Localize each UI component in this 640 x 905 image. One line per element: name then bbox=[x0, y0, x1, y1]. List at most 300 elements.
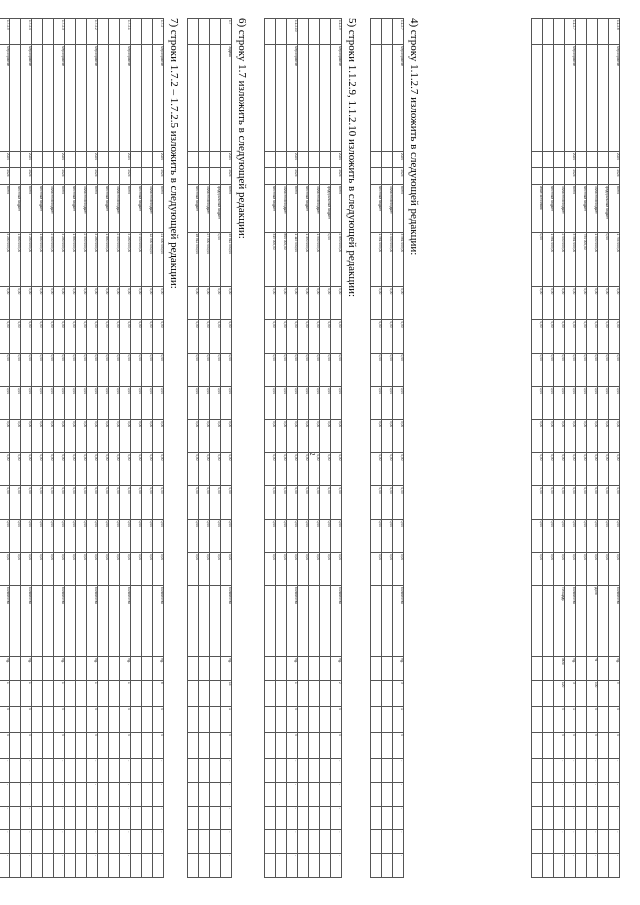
table-cell bbox=[131, 707, 142, 733]
table-cell: Количество bbox=[609, 586, 620, 657]
table-cell: 1 bbox=[287, 680, 298, 706]
table-cell bbox=[382, 707, 393, 733]
table-cell: 0,00 bbox=[331, 287, 342, 320]
table-cell bbox=[598, 830, 609, 854]
table-row bbox=[309, 19, 320, 878]
table-cell: 0,00 bbox=[331, 386, 342, 419]
table-cell: 0,00 bbox=[276, 353, 287, 386]
table-cell: 0,00 bbox=[76, 419, 87, 452]
table-cell: 0,00 bbox=[65, 552, 76, 585]
table-cell: 2024 bbox=[87, 168, 98, 185]
table-cell: 0,00 bbox=[109, 386, 120, 419]
table-cell: местный бюджет bbox=[32, 185, 43, 232]
table-cell: 4 280 000,00 bbox=[54, 232, 65, 287]
table-cell: 0,00 bbox=[565, 486, 576, 519]
table-cell bbox=[598, 45, 609, 152]
table-cell: - bbox=[587, 759, 598, 783]
table-cell bbox=[32, 782, 43, 806]
table-cell: - bbox=[120, 830, 131, 854]
table-cell: - bbox=[0, 759, 10, 783]
table-cell: 0,00 bbox=[543, 486, 554, 519]
table-cell: 0,00 bbox=[587, 453, 598, 486]
table-cell bbox=[32, 680, 43, 706]
table-cell: 0,00 bbox=[532, 453, 543, 486]
table-cell: 0,00 bbox=[210, 320, 221, 353]
table-cell bbox=[598, 707, 609, 733]
table-cell: 0,00 bbox=[65, 353, 76, 386]
table-cell: - bbox=[587, 782, 598, 806]
table-cell: 0,00 bbox=[382, 552, 393, 585]
table-row bbox=[109, 19, 120, 878]
table-cell: - bbox=[221, 806, 232, 830]
table-cell: 0,00 bbox=[382, 486, 393, 519]
table-cell: 0,00 bbox=[587, 287, 598, 320]
table-cell: - bbox=[393, 854, 404, 878]
table-cell bbox=[10, 733, 21, 759]
table-cell: 0,00 bbox=[87, 353, 98, 386]
table-cell bbox=[199, 854, 210, 878]
table-cell: 0,00 bbox=[287, 353, 298, 386]
table-cell: 0,00 bbox=[382, 320, 393, 353]
table-cell: областной бюджет bbox=[382, 185, 393, 232]
table-item-6 bbox=[187, 18, 232, 878]
table-cell bbox=[320, 657, 331, 681]
table-cell: 0,00 bbox=[10, 320, 21, 353]
table-cell bbox=[32, 657, 43, 681]
table-cell: - bbox=[331, 830, 342, 854]
table-cell: - bbox=[287, 806, 298, 830]
table-cell: 1 390 000,00 bbox=[298, 232, 309, 287]
table-cell: 0,00 bbox=[131, 353, 142, 386]
table-cell bbox=[598, 657, 609, 681]
table-cell: 1.1.2.9 bbox=[331, 19, 342, 45]
table-cell bbox=[65, 733, 76, 759]
table-cell: 0,00 bbox=[10, 519, 21, 552]
table-cell bbox=[382, 45, 393, 152]
table-cell: Доля bbox=[587, 586, 598, 657]
table-cell: 0,00 bbox=[609, 552, 620, 585]
table-cell: 0 bbox=[21, 707, 32, 733]
table-cell: 0,00 bbox=[393, 386, 404, 419]
table-cell: 0,00 bbox=[43, 552, 54, 585]
table-cell bbox=[32, 45, 43, 152]
table-cell: 0,00 bbox=[276, 486, 287, 519]
table-cell: 0,00 bbox=[598, 519, 609, 552]
table-cell: 0,00 bbox=[221, 320, 232, 353]
table-cell bbox=[210, 733, 221, 759]
table-cell: 0,00 bbox=[276, 453, 287, 486]
table-cell: 0,00 bbox=[598, 320, 609, 353]
table-cell bbox=[76, 657, 87, 681]
table-cell bbox=[65, 657, 76, 681]
table-cell: - bbox=[0, 782, 10, 806]
table-cell: 2024 bbox=[153, 168, 164, 185]
table-cell bbox=[265, 680, 276, 706]
table-cell bbox=[309, 759, 320, 783]
table-cell bbox=[32, 806, 43, 830]
table-cell: 754 000,00 bbox=[576, 232, 587, 287]
table-cell bbox=[142, 680, 153, 706]
table-cell bbox=[32, 151, 43, 168]
table-cell bbox=[188, 759, 199, 783]
table-cell: 9 400 000,00 bbox=[131, 232, 142, 287]
table-cell bbox=[199, 759, 210, 783]
table-cell bbox=[43, 830, 54, 854]
table-cell bbox=[320, 830, 331, 854]
table-cell: 0,00 bbox=[298, 320, 309, 353]
table-cell bbox=[543, 586, 554, 657]
table-cell bbox=[576, 830, 587, 854]
table-cell bbox=[265, 19, 276, 45]
table-cell: 21 400 000,00 bbox=[153, 232, 164, 287]
table-cell: 0,00 bbox=[598, 287, 609, 320]
table-cell: областной бюджет bbox=[76, 185, 87, 232]
table-cell: 0,00 bbox=[576, 287, 587, 320]
table-cell bbox=[65, 806, 76, 830]
table-cell bbox=[309, 707, 320, 733]
table-cell: иные источники bbox=[532, 185, 543, 232]
table-cell: 0,00 bbox=[265, 453, 276, 486]
table-cell: 0,00 bbox=[199, 486, 210, 519]
table-cell: 0,00 bbox=[587, 320, 598, 353]
table-cell: 0,00 bbox=[87, 419, 98, 452]
table-cell: 0,00 bbox=[21, 353, 32, 386]
table-cell bbox=[109, 733, 120, 759]
table-cell bbox=[199, 782, 210, 806]
table-cell: 0,00 bbox=[109, 353, 120, 386]
table-cell: ед. bbox=[565, 657, 576, 681]
table-cell: 1.7.2.3 bbox=[54, 19, 65, 45]
table-cell: - bbox=[609, 782, 620, 806]
table-cell: Задача bbox=[221, 45, 232, 152]
table-cell: местный бюджет bbox=[298, 185, 309, 232]
table-cell bbox=[131, 830, 142, 854]
table-cell bbox=[10, 782, 21, 806]
table-cell bbox=[65, 707, 76, 733]
table-cell bbox=[199, 151, 210, 168]
table-cell bbox=[210, 782, 221, 806]
table-cell: 0,00 bbox=[371, 287, 382, 320]
table-cell: 2024 bbox=[221, 168, 232, 185]
table-cell: 0,00 bbox=[10, 552, 21, 585]
table-cell: - bbox=[331, 854, 342, 878]
table-cell: местный бюджет bbox=[265, 185, 276, 232]
table-cell: 0,00 bbox=[565, 386, 576, 419]
table-cell: 0,00 bbox=[320, 453, 331, 486]
table-cell bbox=[320, 759, 331, 783]
table-cell bbox=[371, 707, 382, 733]
table-cell: 0,00 bbox=[309, 287, 320, 320]
table-cell: 0,00 bbox=[532, 353, 543, 386]
table-cell: 0,00 bbox=[199, 386, 210, 419]
table-cell: 0,00 bbox=[598, 552, 609, 585]
table-cell: 0,00 bbox=[153, 320, 164, 353]
table-cell: 0,00 bbox=[393, 320, 404, 353]
table-cell: 0,00 bbox=[142, 287, 153, 320]
table-cell: Мероприятие bbox=[331, 45, 342, 152]
table-cell: 0,00 bbox=[609, 386, 620, 419]
table-cell: 0,00 bbox=[276, 519, 287, 552]
table-cell: 0,00 bbox=[265, 353, 276, 386]
table-cell bbox=[554, 151, 565, 168]
table-cell: 0,00 bbox=[298, 486, 309, 519]
table-cell: 0,00 bbox=[142, 552, 153, 585]
table-cell: ед. bbox=[393, 657, 404, 681]
table-cell: 0,00 bbox=[554, 419, 565, 452]
table-cell bbox=[576, 806, 587, 830]
table-cell bbox=[576, 586, 587, 657]
table-cell: 0,00 bbox=[320, 486, 331, 519]
table-cell: 0,00 bbox=[32, 552, 43, 585]
table-cell bbox=[265, 45, 276, 152]
table-cell: 0,00 bbox=[393, 419, 404, 452]
table-cell bbox=[298, 19, 309, 45]
table-cell bbox=[10, 707, 21, 733]
table-row bbox=[76, 19, 87, 878]
table-cell: всего bbox=[393, 185, 404, 232]
table-cell: 0,00 bbox=[131, 419, 142, 452]
table-cell bbox=[532, 782, 543, 806]
table-cell: 1.7.2.4 bbox=[21, 19, 32, 45]
table-cell: 0,00 bbox=[298, 353, 309, 386]
table-cell bbox=[298, 657, 309, 681]
table-cell bbox=[265, 782, 276, 806]
table-cell: ед. bbox=[609, 657, 620, 681]
table-cell: 0,00 bbox=[32, 353, 43, 386]
table-cell: - bbox=[221, 854, 232, 878]
table-cell bbox=[298, 586, 309, 657]
table-cell bbox=[276, 680, 287, 706]
table-cell: 0,00 bbox=[609, 287, 620, 320]
table-cell: - bbox=[554, 854, 565, 878]
table-cell bbox=[199, 45, 210, 152]
table-cell bbox=[320, 586, 331, 657]
table-cell: 0,00 bbox=[543, 519, 554, 552]
table-cell: 0,00 bbox=[98, 453, 109, 486]
table-cell bbox=[371, 733, 382, 759]
table-cell: кв.м bbox=[554, 657, 565, 681]
table-cell: 0,00 bbox=[331, 552, 342, 585]
table-cell: ед. bbox=[54, 657, 65, 681]
table-cell: 2024 bbox=[609, 168, 620, 185]
table-cell: 0,00 bbox=[21, 552, 32, 585]
table-cell bbox=[188, 707, 199, 733]
table-cell bbox=[109, 45, 120, 152]
table-cell bbox=[543, 733, 554, 759]
table-cell bbox=[309, 657, 320, 681]
table-cell: 0,00 bbox=[276, 419, 287, 452]
table-cell bbox=[76, 586, 87, 657]
table-cell: 0,00 bbox=[382, 453, 393, 486]
table-cell: 0,00 bbox=[331, 519, 342, 552]
table-cell: 1 bbox=[87, 680, 98, 706]
table-cell: 0,00 bbox=[76, 386, 87, 419]
table-cell: 0,00 bbox=[393, 353, 404, 386]
table-cell bbox=[65, 151, 76, 168]
table-cell: местный бюджет bbox=[131, 185, 142, 232]
table-row bbox=[131, 19, 142, 878]
table-row bbox=[276, 19, 287, 878]
table-row bbox=[43, 19, 54, 878]
table-row bbox=[21, 19, 32, 878]
table-cell: 0,00 bbox=[142, 453, 153, 486]
table-cell: 1 bbox=[21, 680, 32, 706]
table-row bbox=[287, 19, 298, 878]
table-cell: - bbox=[609, 854, 620, 878]
table-cell: 0,00 bbox=[371, 453, 382, 486]
table-cell bbox=[576, 759, 587, 783]
table-cell bbox=[98, 657, 109, 681]
table-cell bbox=[532, 151, 543, 168]
table-cell: - bbox=[0, 806, 10, 830]
table-cell: 0,00 bbox=[309, 320, 320, 353]
table-cell bbox=[142, 45, 153, 152]
table-cell: 0,00 bbox=[371, 519, 382, 552]
table-cell: 0,00 bbox=[131, 287, 142, 320]
table-cell: 0,00 bbox=[76, 519, 87, 552]
table-cell: 0,00 bbox=[98, 519, 109, 552]
table-cell: 0,00 bbox=[120, 453, 131, 486]
table-cell: 2020 bbox=[0, 151, 10, 168]
table-cell: 0,00 bbox=[188, 552, 199, 585]
table-cell bbox=[43, 806, 54, 830]
table-cell bbox=[131, 586, 142, 657]
table-row bbox=[298, 19, 309, 878]
table-cell: всего bbox=[0, 185, 10, 232]
table-cell: 0,00 bbox=[265, 287, 276, 320]
table-cell: 0,00 bbox=[131, 486, 142, 519]
table-cell bbox=[598, 854, 609, 878]
table-cell: 1.7.2.5 bbox=[0, 19, 10, 45]
table-cell: Мероприятие bbox=[287, 45, 298, 152]
table-cell: 0,00 bbox=[565, 353, 576, 386]
table-cell: 0,00 bbox=[109, 320, 120, 353]
table-cell bbox=[43, 657, 54, 681]
table-cell bbox=[10, 680, 21, 706]
table-cell: 0,00 bbox=[382, 386, 393, 419]
table-cell bbox=[109, 782, 120, 806]
table-cell: федеральный бюджет bbox=[598, 185, 609, 232]
table-cell: 0,00 bbox=[131, 519, 142, 552]
table-cell: 0,00 bbox=[87, 486, 98, 519]
table-cell: 1 561 000,00 bbox=[543, 232, 554, 287]
table-cell: 0 bbox=[54, 733, 65, 759]
table-cell bbox=[188, 733, 199, 759]
table-cell: 0,00 bbox=[98, 287, 109, 320]
table-cell: 0,00 bbox=[587, 386, 598, 419]
table-cell bbox=[32, 19, 43, 45]
table-cell bbox=[371, 680, 382, 706]
table-cell: 0,00 bbox=[120, 486, 131, 519]
table-cell: 0,00 bbox=[265, 419, 276, 452]
table-cell: 0,00 bbox=[320, 320, 331, 353]
table-cell: - bbox=[331, 806, 342, 830]
table-cell: 0 bbox=[565, 733, 576, 759]
table-cell bbox=[142, 19, 153, 45]
table-cell bbox=[276, 19, 287, 45]
table-cell: - bbox=[153, 806, 164, 830]
table-cell: 12 000 000,00 bbox=[142, 232, 153, 287]
table-cell bbox=[309, 854, 320, 878]
table-cell: 1.1.2.10 bbox=[287, 19, 298, 45]
table-cell: 0,00 bbox=[210, 486, 221, 519]
table-cell: 0,00 bbox=[65, 453, 76, 486]
table-cell bbox=[309, 151, 320, 168]
table-cell: местный бюджет bbox=[371, 185, 382, 232]
table-cell: - bbox=[393, 830, 404, 854]
table-cell bbox=[98, 586, 109, 657]
table-cell bbox=[265, 806, 276, 830]
table-cell: всего bbox=[565, 185, 576, 232]
table-cell bbox=[371, 657, 382, 681]
table-cell: 0,00 bbox=[87, 453, 98, 486]
table-cell: 0,00 bbox=[393, 453, 404, 486]
table-cell: - bbox=[153, 782, 164, 806]
table-row bbox=[199, 19, 210, 878]
table-cell: 0,00 bbox=[309, 552, 320, 585]
table-cell bbox=[131, 759, 142, 783]
table-cell: 0 bbox=[153, 707, 164, 733]
table-cell bbox=[210, 45, 221, 152]
table-cell bbox=[554, 168, 565, 185]
table-row bbox=[598, 19, 609, 878]
table-cell bbox=[32, 707, 43, 733]
table-cell: 1.7.2.1 bbox=[120, 19, 131, 45]
table-cell bbox=[576, 45, 587, 152]
table-cell: 0,00 bbox=[221, 453, 232, 486]
table-cell: - bbox=[54, 854, 65, 878]
table-cell: Мероприятие bbox=[609, 45, 620, 152]
table-cell: 0,00 bbox=[298, 519, 309, 552]
table-cell: - bbox=[554, 830, 565, 854]
table-cell: 0 bbox=[21, 733, 32, 759]
table-cell: 2024 bbox=[565, 168, 576, 185]
table-cell bbox=[276, 806, 287, 830]
table-cell: 0,00 bbox=[320, 519, 331, 552]
table-cell: 0,00 bbox=[54, 486, 65, 519]
table-cell bbox=[265, 854, 276, 878]
table-cell: 0,00 bbox=[32, 386, 43, 419]
table-cell: 0,00 bbox=[76, 353, 87, 386]
table-cell: - bbox=[21, 806, 32, 830]
table-cell bbox=[320, 19, 331, 45]
table-cell bbox=[131, 680, 142, 706]
table-cell bbox=[32, 759, 43, 783]
table-cell bbox=[320, 151, 331, 168]
table-cell: 0,00 bbox=[43, 486, 54, 519]
table-cell: 0 bbox=[554, 733, 565, 759]
table-cell bbox=[109, 854, 120, 878]
table-cell: - bbox=[120, 806, 131, 830]
table-cell bbox=[210, 151, 221, 168]
table-cell: Мероприятие bbox=[120, 45, 131, 152]
table-cell bbox=[98, 45, 109, 152]
table-cell bbox=[76, 19, 87, 45]
table-cell bbox=[98, 806, 109, 830]
table-cell bbox=[210, 854, 221, 878]
table-cell bbox=[543, 680, 554, 706]
table-cell: 0,00 bbox=[543, 320, 554, 353]
table-cell bbox=[598, 680, 609, 706]
table-cell: - bbox=[153, 759, 164, 783]
table-cell: - bbox=[120, 759, 131, 783]
table-cell: 0 bbox=[0, 733, 10, 759]
table-cell: 2020 bbox=[331, 151, 342, 168]
table-cell: 0,00 bbox=[199, 552, 210, 585]
table-cell: 0,00 bbox=[54, 287, 65, 320]
table-cell: 2 000 000,00 bbox=[382, 232, 393, 287]
table-cell: 0,00 bbox=[10, 287, 21, 320]
